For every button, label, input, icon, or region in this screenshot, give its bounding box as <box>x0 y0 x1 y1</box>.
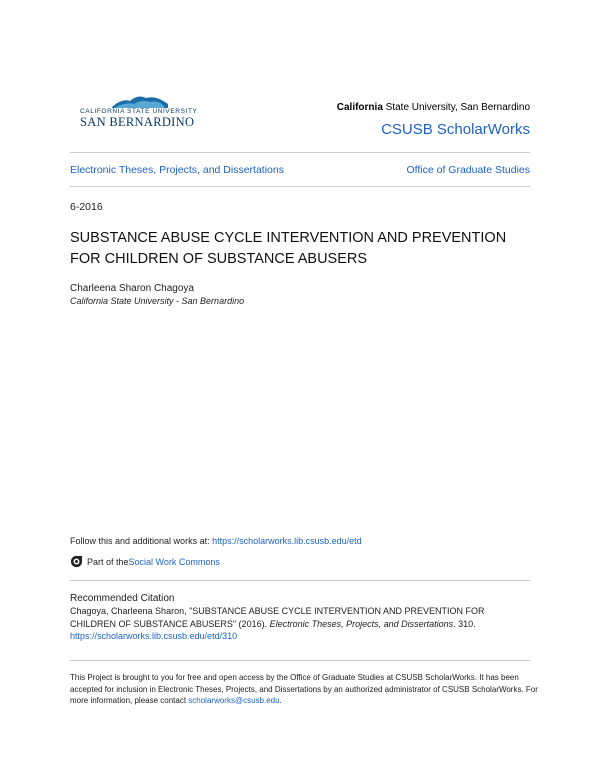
university-logo[interactable] <box>80 92 200 132</box>
author-name: Charleena Sharon Chagoya <box>70 283 194 294</box>
institution-name-bold: California <box>336 102 383 113</box>
open-access-icon <box>70 555 83 568</box>
scholarworks-link[interactable]: CSUSB ScholarWorks <box>381 121 530 138</box>
logo-top-text: CALIFORNIA STATE UNIVERSITY <box>80 108 198 115</box>
institution-name <box>337 102 530 113</box>
logo-bottom-text: SAN BERNARDINO <box>80 115 195 129</box>
follow-url-link[interactable]: https://scholarworks.lib.csusb.edu/etd <box>212 536 362 546</box>
citation-url-link[interactable]: https://scholarworks.lib.csusb.edu/etd/310 <box>70 631 238 641</box>
mountain-logo-icon <box>112 92 168 108</box>
follow-line <box>70 536 362 546</box>
divider-footer <box>70 660 530 661</box>
part-of-line <box>70 555 220 568</box>
citation-series: Electronic Theses, Projects, and Dissertations <box>269 618 454 629</box>
recommended-citation-label: Recommended Citation <box>70 593 175 604</box>
citation-text <box>70 605 530 643</box>
citation-part2: . 310. <box>453 618 476 629</box>
citation-part1: Chagoya, Charleena Sharon, "SUBSTANCE ABUSE CYCLE INTERVENTION AND PREVENTION FOR CHILDREN OF SUBSTANCE ABUSERS" (2016). <box>70 606 485 629</box>
document-title: SUBSTANCE ABUSE CYCLE INTERVENTION AND PREVENTION FOR CHILDREN OF SUBSTANCE ABUSERS <box>70 230 507 267</box>
divider-citation <box>70 580 530 581</box>
divider-top <box>70 152 530 153</box>
collection-link[interactable]: Electronic Theses, Projects, and Dissertations <box>70 164 284 176</box>
divider-nav <box>70 186 530 187</box>
social-work-commons-link[interactable]: Social Work Commons <box>128 556 220 567</box>
access-notice-text: This Project is brought to you for free and open access by the Office of Graduate Studies at CSUSB ScholarWorks. It has been accepted for inclusion in Electronic Theses, Projects, and Dissertations by an authorized administrator of CSUSB ScholarWorks. For more information, please contact <box>70 673 538 705</box>
part-of-text: Part of the <box>87 556 129 567</box>
publication-date: 6-2016 <box>70 201 103 213</box>
follow-text: Follow this and additional works at: <box>70 536 213 546</box>
author-affiliation: California State University - San Bernardino <box>70 296 245 306</box>
contact-email-link[interactable]: scholarworks@csusb.edu <box>188 696 280 705</box>
institution-name-rest: State University, San Bernardino <box>382 102 530 113</box>
access-notice-end: . <box>279 696 282 705</box>
office-link[interactable]: Office of Graduate Studies <box>406 164 530 176</box>
access-notice <box>70 672 540 707</box>
